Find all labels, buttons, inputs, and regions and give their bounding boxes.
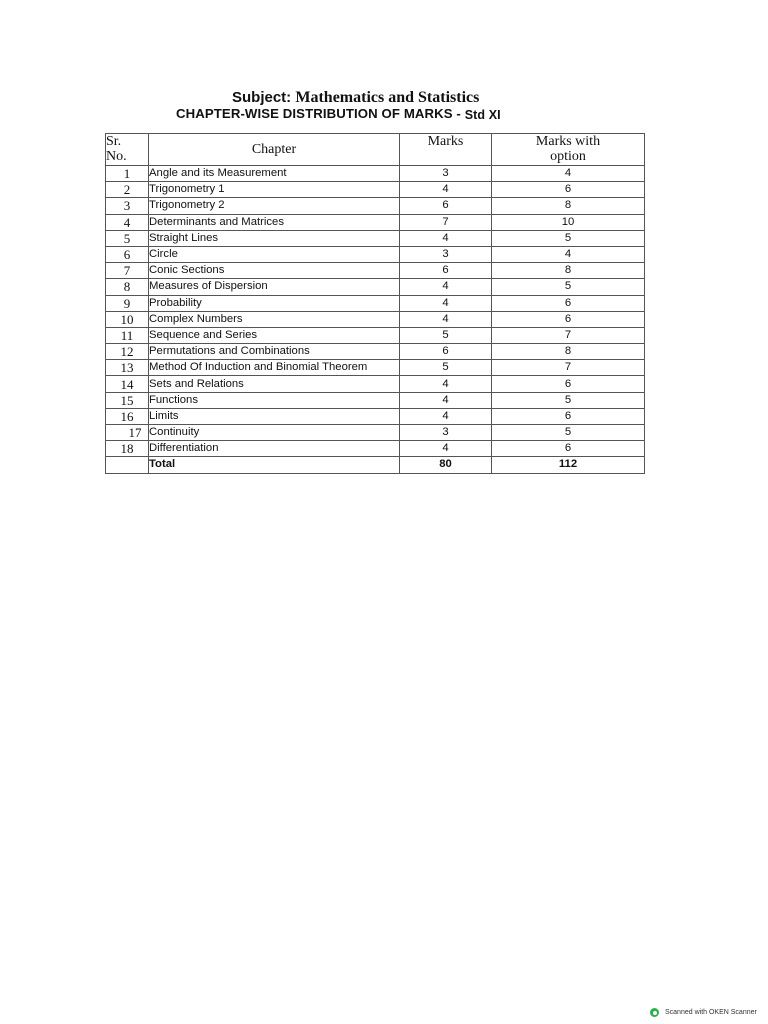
row-sr: 13 (106, 360, 149, 376)
table-row (106, 441, 645, 457)
row-chapter: Measures of Dispersion (149, 279, 400, 295)
table-row (106, 408, 645, 424)
row-marks: 4 (400, 230, 492, 246)
row-option: 5 (492, 425, 645, 441)
header-sr-no (106, 134, 149, 166)
row-chapter: Sequence and Series (149, 327, 400, 343)
total-label: Total (149, 457, 400, 473)
row-chapter: Determinants and Matrices (149, 214, 400, 230)
table-row (106, 246, 645, 262)
row-marks: 4 (400, 408, 492, 424)
row-sr: 17 (106, 425, 149, 441)
row-option: 6 (492, 376, 645, 392)
row-marks: 4 (400, 392, 492, 408)
row-marks: 4 (400, 311, 492, 327)
row-marks: 4 (400, 295, 492, 311)
row-sr: 4 (106, 214, 149, 230)
row-option: 5 (492, 279, 645, 295)
row-sr: 1 (106, 166, 149, 182)
row-chapter: Functions (149, 392, 400, 408)
table-row (106, 344, 645, 360)
row-option: 5 (492, 392, 645, 408)
row-chapter: Continuity (149, 425, 400, 441)
total-option: 112 (492, 457, 645, 473)
row-chapter: Complex Numbers (149, 311, 400, 327)
row-sr: 9 (106, 295, 149, 311)
row-sr: 5 (106, 230, 149, 246)
page-title (176, 106, 501, 122)
row-marks: 4 (400, 182, 492, 198)
standard-label: Std XI (464, 108, 501, 122)
row-sr: 12 (106, 344, 149, 360)
row-marks: 3 (400, 166, 492, 182)
row-sr: 15 (106, 392, 149, 408)
header-option-line2: option (550, 149, 586, 164)
table-row (106, 166, 645, 182)
table-header-row (106, 134, 645, 166)
row-sr: 3 (106, 198, 149, 214)
row-option: 6 (492, 311, 645, 327)
heading-text: CHAPTER-WISE DISTRIBUTION OF MARKS - (176, 106, 461, 121)
table-row (106, 263, 645, 279)
table-row (106, 376, 645, 392)
row-option: 7 (492, 327, 645, 343)
total-sr-empty (106, 457, 149, 473)
row-marks: 4 (400, 441, 492, 457)
row-chapter: Sets and Relations (149, 376, 400, 392)
row-option: 7 (492, 360, 645, 376)
table-row (106, 214, 645, 230)
row-marks: 3 (400, 246, 492, 262)
row-sr: 18 (106, 441, 149, 457)
header-marks: Marks (400, 134, 492, 166)
table-row (106, 360, 645, 376)
row-sr: 8 (106, 279, 149, 295)
row-marks: 4 (400, 376, 492, 392)
row-chapter: Conic Sections (149, 263, 400, 279)
row-chapter: Trigonometry 1 (149, 182, 400, 198)
row-option: 8 (492, 198, 645, 214)
table-row (106, 198, 645, 214)
row-option: 6 (492, 441, 645, 457)
header-chapter: Chapter (149, 134, 400, 166)
total-marks: 80 (400, 457, 492, 473)
row-chapter: Limits (149, 408, 400, 424)
okenscanner-icon (650, 1008, 659, 1017)
table-row (106, 230, 645, 246)
row-sr: 10 (106, 311, 149, 327)
row-option: 8 (492, 344, 645, 360)
row-option: 4 (492, 166, 645, 182)
scanner-watermark-text: Scanned with OKEN Scanner (665, 1009, 757, 1016)
row-chapter: Permutations and Combinations (149, 344, 400, 360)
table-row (106, 311, 645, 327)
row-sr: 14 (106, 376, 149, 392)
row-option: 6 (492, 295, 645, 311)
row-chapter: Trigonometry 2 (149, 198, 400, 214)
row-marks: 6 (400, 198, 492, 214)
row-chapter: Angle and its Measurement (149, 166, 400, 182)
header-sr-line1: Sr. (106, 134, 122, 149)
row-option: 5 (492, 230, 645, 246)
header-sr-line2: No. (106, 149, 127, 164)
row-option: 6 (492, 182, 645, 198)
row-chapter: Circle (149, 246, 400, 262)
row-marks: 5 (400, 327, 492, 343)
row-sr: 7 (106, 263, 149, 279)
row-marks: 6 (400, 344, 492, 360)
table-row (106, 279, 645, 295)
row-marks: 4 (400, 279, 492, 295)
row-option: 10 (492, 214, 645, 230)
row-sr: 16 (106, 408, 149, 424)
row-marks: 7 (400, 214, 492, 230)
subject-line (232, 89, 479, 107)
table-row (106, 327, 645, 343)
table-row (106, 425, 645, 441)
header-option-line1: Marks with (535, 134, 601, 149)
subject-name: Mathematics and Statistics (295, 89, 480, 106)
row-sr: 2 (106, 182, 149, 198)
row-chapter: Probability (149, 295, 400, 311)
row-chapter: Differentiation (149, 441, 400, 457)
row-marks: 6 (400, 263, 492, 279)
row-marks: 3 (400, 425, 492, 441)
row-option: 6 (492, 408, 645, 424)
row-marks: 5 (400, 360, 492, 376)
subject-label: Subject: (232, 89, 292, 106)
header-marks-with-option (492, 134, 645, 166)
table-body (106, 166, 645, 474)
table-row (106, 182, 645, 198)
marks-distribution-table (105, 133, 645, 474)
table-row (106, 392, 645, 408)
row-chapter: Straight Lines (149, 230, 400, 246)
scanner-watermark (650, 1008, 757, 1017)
row-option: 8 (492, 263, 645, 279)
row-sr: 6 (106, 246, 149, 262)
row-sr: 11 (106, 327, 149, 343)
table-total-row (106, 457, 645, 473)
row-chapter: Method Of Induction and Binomial Theorem (149, 360, 400, 376)
table-row (106, 295, 645, 311)
row-option: 4 (492, 246, 645, 262)
